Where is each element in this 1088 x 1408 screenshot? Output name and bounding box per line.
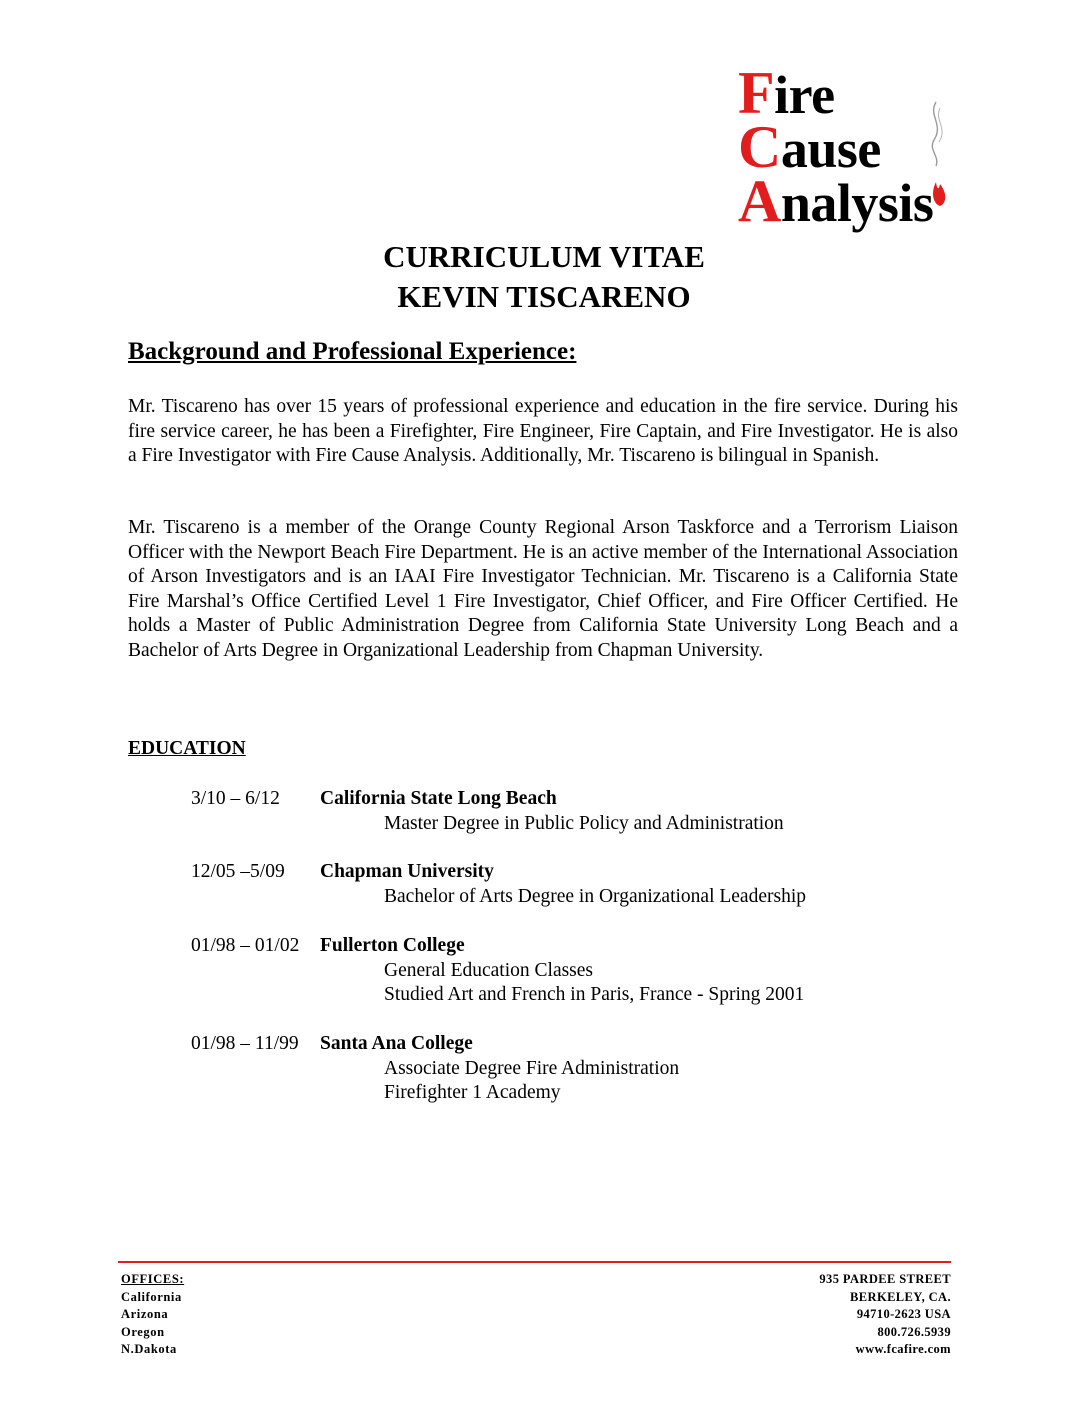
education-dates: 01/98 – 01/02	[191, 935, 300, 956]
street-address: 935 PARDEE STREET	[819, 1272, 951, 1286]
education-school: Santa Ana College	[320, 1033, 473, 1054]
logo-word: nalysis	[780, 173, 934, 233]
education-school: Fullerton College	[320, 935, 465, 956]
logo-word: ire	[774, 65, 835, 125]
education-heading: EDUCATION	[128, 738, 246, 759]
smoke-flame-icon	[926, 94, 960, 214]
office-location: Oregon	[121, 1324, 165, 1339]
office-location: California	[121, 1289, 182, 1304]
footer-address	[819, 1271, 951, 1359]
education-dates: 3/10 – 6/12	[191, 788, 280, 809]
education-school: Chapman University	[320, 861, 494, 882]
education-detail: Associate Degree Fire Administration	[384, 1057, 680, 1079]
education-detail: Studied Art and French in Paris, France - Spring 2001	[384, 984, 805, 1005]
education-detail: Master Degree in Public Policy and Administration	[384, 812, 784, 834]
logo-initial: F	[738, 60, 775, 126]
company-logo	[738, 60, 966, 236]
city-state: BERKELEY, CA.	[850, 1289, 951, 1304]
background-paragraph-2: Mr. Tiscareno is a member of the Orange County Regional Arson Taskforce and a Terrorism Liaison Officer with the Newport Beach Fire Department. He is an active member of the International Association of Arson Investigators and is an IAAI Fire Investigator Technician. Mr. Tiscareno is a California State Fire Marshal’s Office Certified Level 1 Fire Investigator, Chief Officer, and Fire Officer Certified. He holds a Master of Public Administration Degree from California State University Long Beach and a Bachelor of Arts Degree in Organizational Leadership from Chapman University.	[128, 517, 958, 661]
education-dates: 01/98 – 11/99	[191, 1033, 299, 1054]
logo-line-analysis	[738, 168, 934, 234]
website-link[interactable]: www.fcafire.com	[855, 1342, 951, 1356]
background-paragraph-1: Mr. Tiscareno has over 15 years of professional experience and education in the fire service. During his fire service career, he has been a Firefighter, Fire Engineer, Fire Captain, and Fire Investigator. He is also a Fire Investigator with Fire Cause Analysis. Additionally, Mr. Tiscareno is bilingual in Spanish.	[128, 396, 958, 466]
education-school: California State Long Beach	[320, 788, 557, 809]
logo-initial: A	[738, 168, 781, 234]
office-location: Arizona	[121, 1307, 169, 1321]
education-detail: Bachelor of Arts Degree in Organizational Leadership	[384, 885, 806, 907]
education-detail: General Education Classes	[384, 959, 594, 981]
offices-label: OFFICES:	[121, 1272, 185, 1286]
footer-divider	[118, 1261, 951, 1263]
education-detail: Firefighter 1 Academy	[384, 1082, 561, 1103]
office-location: N.Dakota	[121, 1342, 177, 1356]
education-dates: 12/05 –5/09	[191, 861, 285, 882]
postal-code: 94710-2623 USA	[856, 1307, 951, 1321]
phone-number: 800.726.5939	[877, 1324, 951, 1339]
person-name: KEVIN TISCARENO	[397, 279, 691, 314]
document-title: CURRICULUM VITAE	[383, 239, 705, 274]
logo-word: ause	[780, 119, 881, 179]
footer-offices	[121, 1271, 184, 1359]
logo-initial: C	[738, 114, 781, 180]
background-heading: Background and Professional Experience:	[128, 338, 577, 365]
